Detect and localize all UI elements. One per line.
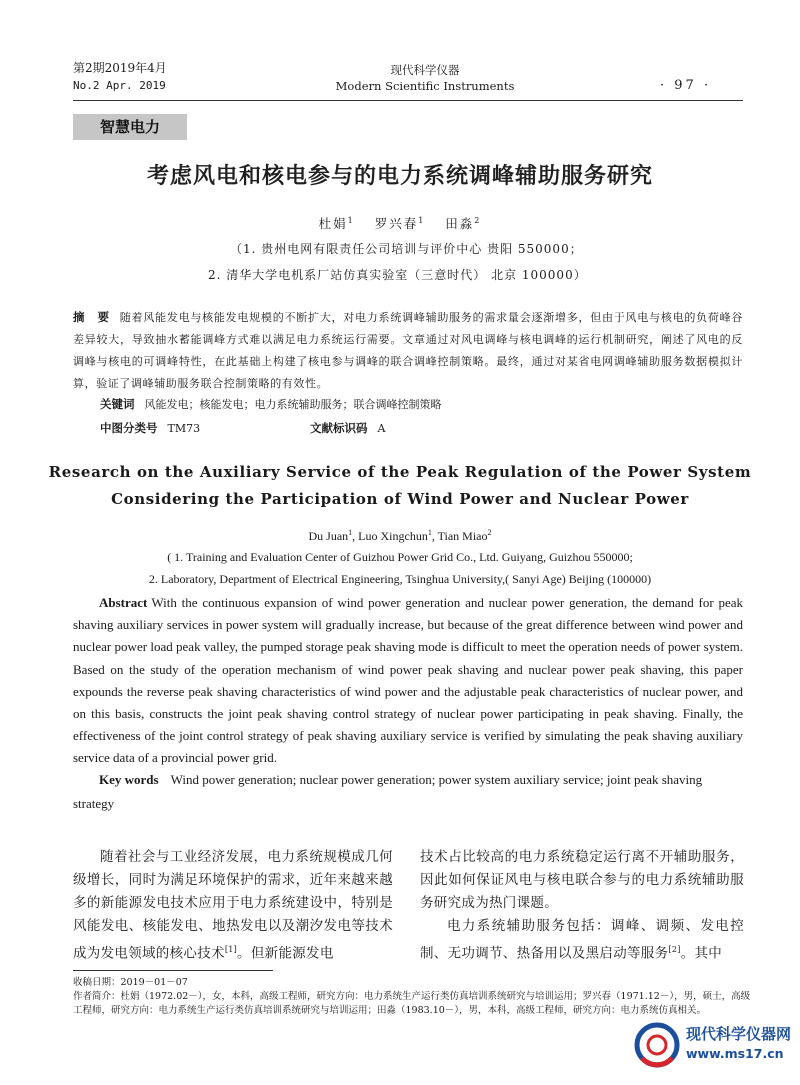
zh-keywords <box>100 396 442 412</box>
body-paragraph: 技术占比较高的电力系统稳定运行离不开辅助服务，因此如何保证风电与核电联合参与的电力系统辅助服务研究成为热门课题。 <box>420 849 744 911</box>
zh-classification <box>100 420 200 436</box>
en-keywords <box>73 768 743 816</box>
received-date: 收稿日期：2019－01－07 <box>73 977 188 988</box>
en-title-line: Research on the Auxiliary Service of the Peak Regulation of the Power System <box>48 463 752 481</box>
zh-author-sup: 1 <box>418 215 426 225</box>
en-author-name: Du Juan <box>308 529 349 543</box>
zh-title: 考虑风电和核电参与的电力系统调峰辅助服务研究 <box>146 164 653 189</box>
zh-author-sup: 2 <box>474 215 482 225</box>
journal-name-en: Modern Scientific Instruments <box>335 79 515 93</box>
zh-abstract <box>73 306 743 395</box>
en-title-line: Considering the Participation of Wind Power and Nuclear Power <box>111 490 689 508</box>
zh-class-label: 中图分类号 <box>100 421 158 435</box>
en-keywords-text: Wind power generation; nuclear power generation; power system auxiliary service; joint peak shaving strategy <box>73 772 703 811</box>
en-author-sup: 1 <box>348 528 353 537</box>
zh-author-sup: 1 <box>347 215 355 225</box>
body-paragraph <box>73 846 393 966</box>
en-authors: Du Juan$^1$, Luo Xingchun$^1$, Tian Miao$^2$ <box>308 528 492 543</box>
journal-name <box>300 62 550 94</box>
zh-author-name: 杜娟 <box>318 216 348 231</box>
zh-class-value: TM73 <box>167 422 201 435</box>
zh-abstract-label: 摘 要 <box>73 310 110 324</box>
en-keywords-label: Key words <box>99 772 159 787</box>
zh-keywords-text: 风能发电；核能发电；电力系统辅助服务；联合调峰控制策略 <box>144 398 442 411</box>
zh-author-name: 罗兴春 <box>374 216 419 231</box>
en-affiliation-2: 2. Laboratory, Department of Electrical Engineering, Tsinghua University,( Sanyi Age) Beijing (100000) <box>148 572 652 586</box>
en-title <box>40 459 760 513</box>
en-abstract-label: Abstract <box>99 595 148 610</box>
zh-affiliation-2: 2. 清华大学电机系厂站仿真实验室（三意时代） 北京 100000） <box>208 268 587 282</box>
footnote <box>73 976 753 1018</box>
en-author-name: Tian Miao <box>437 529 488 543</box>
footnote-rule <box>73 970 273 971</box>
watermark-title: 现代科学仪器网 <box>686 1025 792 1043</box>
body-text: 。但新能源发电 <box>237 945 334 962</box>
body-column-right <box>420 846 744 966</box>
zh-keywords-label: 关键词 <box>100 397 135 411</box>
body-column-left <box>73 846 393 966</box>
watermark-url: www.ms17.cn <box>686 1046 784 1061</box>
body-paragraph <box>420 915 744 966</box>
body-text: 电力系统辅助服务包括：调峰、调频、发电控制、无功调节、热备用以及黑启动等服务 <box>420 918 744 962</box>
zh-authors <box>0 214 800 232</box>
citation-ref: [2] <box>668 945 681 954</box>
en-affiliation-1: ( 1. Training and Evaluation Center of Guizhou Power Grid Co., Ltd. Guiyang, Guizhou 550000; <box>167 550 633 564</box>
zh-doc-code <box>310 420 385 436</box>
journal-name-cn: 现代科学仪器 <box>390 63 460 77</box>
body-text: 随着社会与工业经济发展，电力系统规模成几何级增长，同时为满足环境保护的需求，近年来越来越多的新能源发电技术应用于电力系统建设中，特别是风能发电、核能发电、地热发电以及潮汐发电等技术成为发电领域的核心技术 <box>73 849 393 962</box>
en-abstract <box>73 592 743 770</box>
author-intro: 作者简介：杜娟（1972.02－），女，本科，高级工程师，研究方向：电力系统生产运行类仿真培训系统研究与培训运用；罗兴春（1971.12－），男，硕士，高级工程师，研究方向：电力系统生产运行类仿真培训系统研究与培训运用；田淼（1983.10－），男，本科，高级工程师，研究方向：电力系统仿真相关。 <box>73 991 751 1016</box>
ms17-logo-icon <box>632 1020 682 1070</box>
header-rule <box>73 100 743 101</box>
en-author-sup: 1 <box>427 528 432 537</box>
issue-en: No.2 Apr. 2019 <box>73 79 166 92</box>
zh-author-name: 田淼 <box>445 216 475 231</box>
journal-issue <box>73 60 167 94</box>
section-tag: 智慧电力 <box>73 114 187 140</box>
en-author-sup: 2 <box>487 528 492 537</box>
page-number: · 97 · <box>660 78 712 93</box>
zh-affiliation-1: （1. 贵州电网有限责任公司培训与评价中心 贵阳 550000； <box>230 242 583 256</box>
issue-cn: 第2期2019年4月 <box>73 61 167 75</box>
watermark <box>620 1016 800 1076</box>
en-author-name: Luo Xingchun <box>358 529 428 543</box>
body-text: 。其中 <box>680 945 723 962</box>
zh-doc-value: A <box>377 422 386 435</box>
en-abstract-text: With the continuous expansion of wind power generation and nuclear power generation, the demand for peak shaving auxiliary services in power system will gradually increase, but because of the great difference between wind power and nuclear power load peak valley, the pumped storage peak shaving mode is difficult to meet the operation needs of power system. Based on the study of the operation mechanism of wind power peak shaving and nuclear power peak shaving, this paper expounds the reverse peak shaving characteristics of wind power and the adjustable peak characteristics of nuclear power, and on this basis, constructs the joint peak shaving control strategy of nuclear power participating in peak shaving. Finally, the effectiveness of the joint control strategy of peak shaving auxiliary service is verified by simulating the peak shaving auxiliary service data of a provincial power grid. <box>73 595 743 766</box>
citation-ref: [1] <box>224 945 238 954</box>
zh-doc-label: 文献标识码 <box>310 421 368 435</box>
zh-abstract-text: 随着风能发电与核能发电规模的不断扩大，对电力系统调峰辅助服务的需求量会逐渐增多，但由于风电与核电的负荷峰谷差异较大，导致抽水蓄能调峰方式难以满足电力系统运行需要。文章通过对风电调峰与核电调峰的运行机制研究，阐述了风电的反调峰与核电的可调峰特性，在此基础上构建了核电参与调峰的联合调峰控制策略。最终，通过对某省电网调峰辅助服务数据模拟计算，验证了调峰辅助服务联合控制策略的有效性。 <box>73 311 743 390</box>
